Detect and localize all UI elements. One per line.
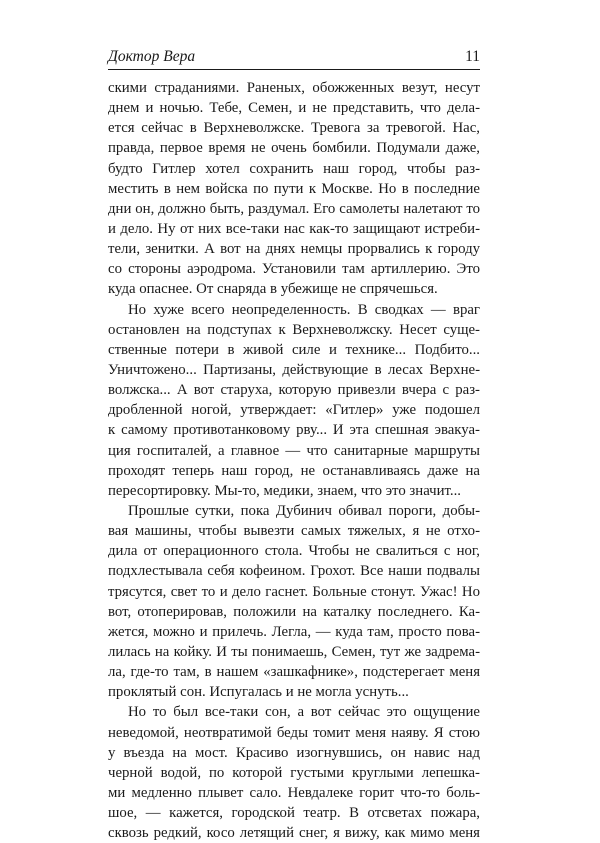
text-line: лилась на койку. И ты понимаешь, Семен, тут же задрема- (108, 643, 480, 660)
body-text (108, 78, 480, 843)
text-line: дробленной ногой, утверждает: «Гитлер» уже подошел (108, 402, 480, 419)
text-line: к самому противотанковому рву... И эта спешная эвакуа- (108, 422, 480, 439)
text-line: куда опаснее. От снаряда в убежище не спрячешься. (108, 281, 438, 298)
text-line: проклятый сон. Испугалась и не могла уснуть... (108, 684, 409, 701)
text-line: тели, зенитки. А вот на днях немцы прорвались к городу (108, 241, 480, 258)
text-line: вот, отоперировав, положили на каталку последнего. Ка- (108, 603, 480, 620)
running-title: Доктор Вера (108, 48, 196, 65)
text-line: остановлен на подступах к Верхневолжску. Несет суще- (108, 321, 480, 338)
text-line: ла, где-то там, в нашем «зашкафнике», подстерегает меня (108, 664, 480, 681)
text-line: Но хуже всего неопределенность. В сводках — враг (128, 301, 480, 318)
text-line: правда, первое время не очень бомбили. Подумали даже, (108, 140, 480, 157)
page-number: 11 (465, 48, 480, 65)
text-line: местить в нем войска по пути к Москве. Но в последние (108, 180, 480, 197)
text-line: неведомой, неотвратимой беды томит меня наяву. Я стою (108, 724, 480, 741)
text-line: днем и ночью. Тебе, Семен, и не представить, что дела- (108, 100, 480, 117)
text-line: со стороны аэродрома. Установили там артиллерию. Это (108, 261, 480, 278)
text-line: Но то был все-таки сон, а вот сейчас это ощущение (128, 704, 480, 721)
text-line: и дело. Ну от них все-таки нас как-то защищают истреби- (108, 220, 480, 237)
text-line: вая машины, чтобы вывезти самых тяжелых, я не отхо- (108, 523, 480, 540)
text-line: у въезда на мост. Красиво изогнувшись, он навис над (108, 744, 480, 761)
paragraph (108, 702, 480, 843)
text-line: волжска... А вот старуха, которую привезли вчера с раз- (108, 382, 480, 399)
header-rule (108, 69, 480, 70)
text-line: подхлестывала себя кофеином. Грохот. Все наши подвалы (108, 563, 480, 580)
paragraph (108, 78, 480, 300)
text-line: ция госпиталей, а главное — что санитарные маршруты (108, 442, 480, 459)
text-line: дила от операционного стола. Чтобы не свалиться с ног, (108, 543, 480, 560)
text-line: ется сейчас в Верхневолжске. Тревога за тревогой. Нас, (108, 120, 480, 137)
text-line: Прошлые сутки, пока Дубинич обивал пороги, добы- (128, 502, 480, 519)
text-line: жется, можно и прилечь. Легла, — куда там, просто пова- (108, 623, 480, 640)
text-line: трясутся, свет то и дело гаснет. Больные стонут. Ужас! Но (108, 583, 480, 600)
paragraph (108, 300, 480, 501)
text-line: проходят теперь наш город, не останавливаясь даже на (108, 462, 480, 479)
text-line: пересортировку. Мы-то, медики, знаем, что это значит... (108, 482, 461, 499)
text-line: шое, — кажется, городской театр. В отсветах пожара, (108, 805, 480, 822)
text-line: сквозь редкий, косо летящий снег, я вижу, как мимо меня (108, 825, 480, 842)
text-line: будто Гитлер хотел сохранить наш город, чтобы раз- (108, 160, 480, 177)
text-line: черной водой, по которой густыми круглыми лепешка- (108, 764, 480, 781)
text-line: дни он, должно быть, раздумал. Его самолеты налетают то (108, 200, 480, 217)
running-header (108, 44, 480, 72)
text-line: ми медленно плывет сало. Невдалеке горит что-то боль- (108, 784, 480, 801)
text-line: скими страданиями. Раненых, обожженных везут, несут (108, 80, 480, 96)
text-line: Уничтожено... Партизаны, действующие в лесах Верхне- (108, 361, 480, 378)
paragraph (108, 501, 480, 702)
text-line: ственные потери в живой силе и технике... Подбито... (108, 341, 480, 358)
